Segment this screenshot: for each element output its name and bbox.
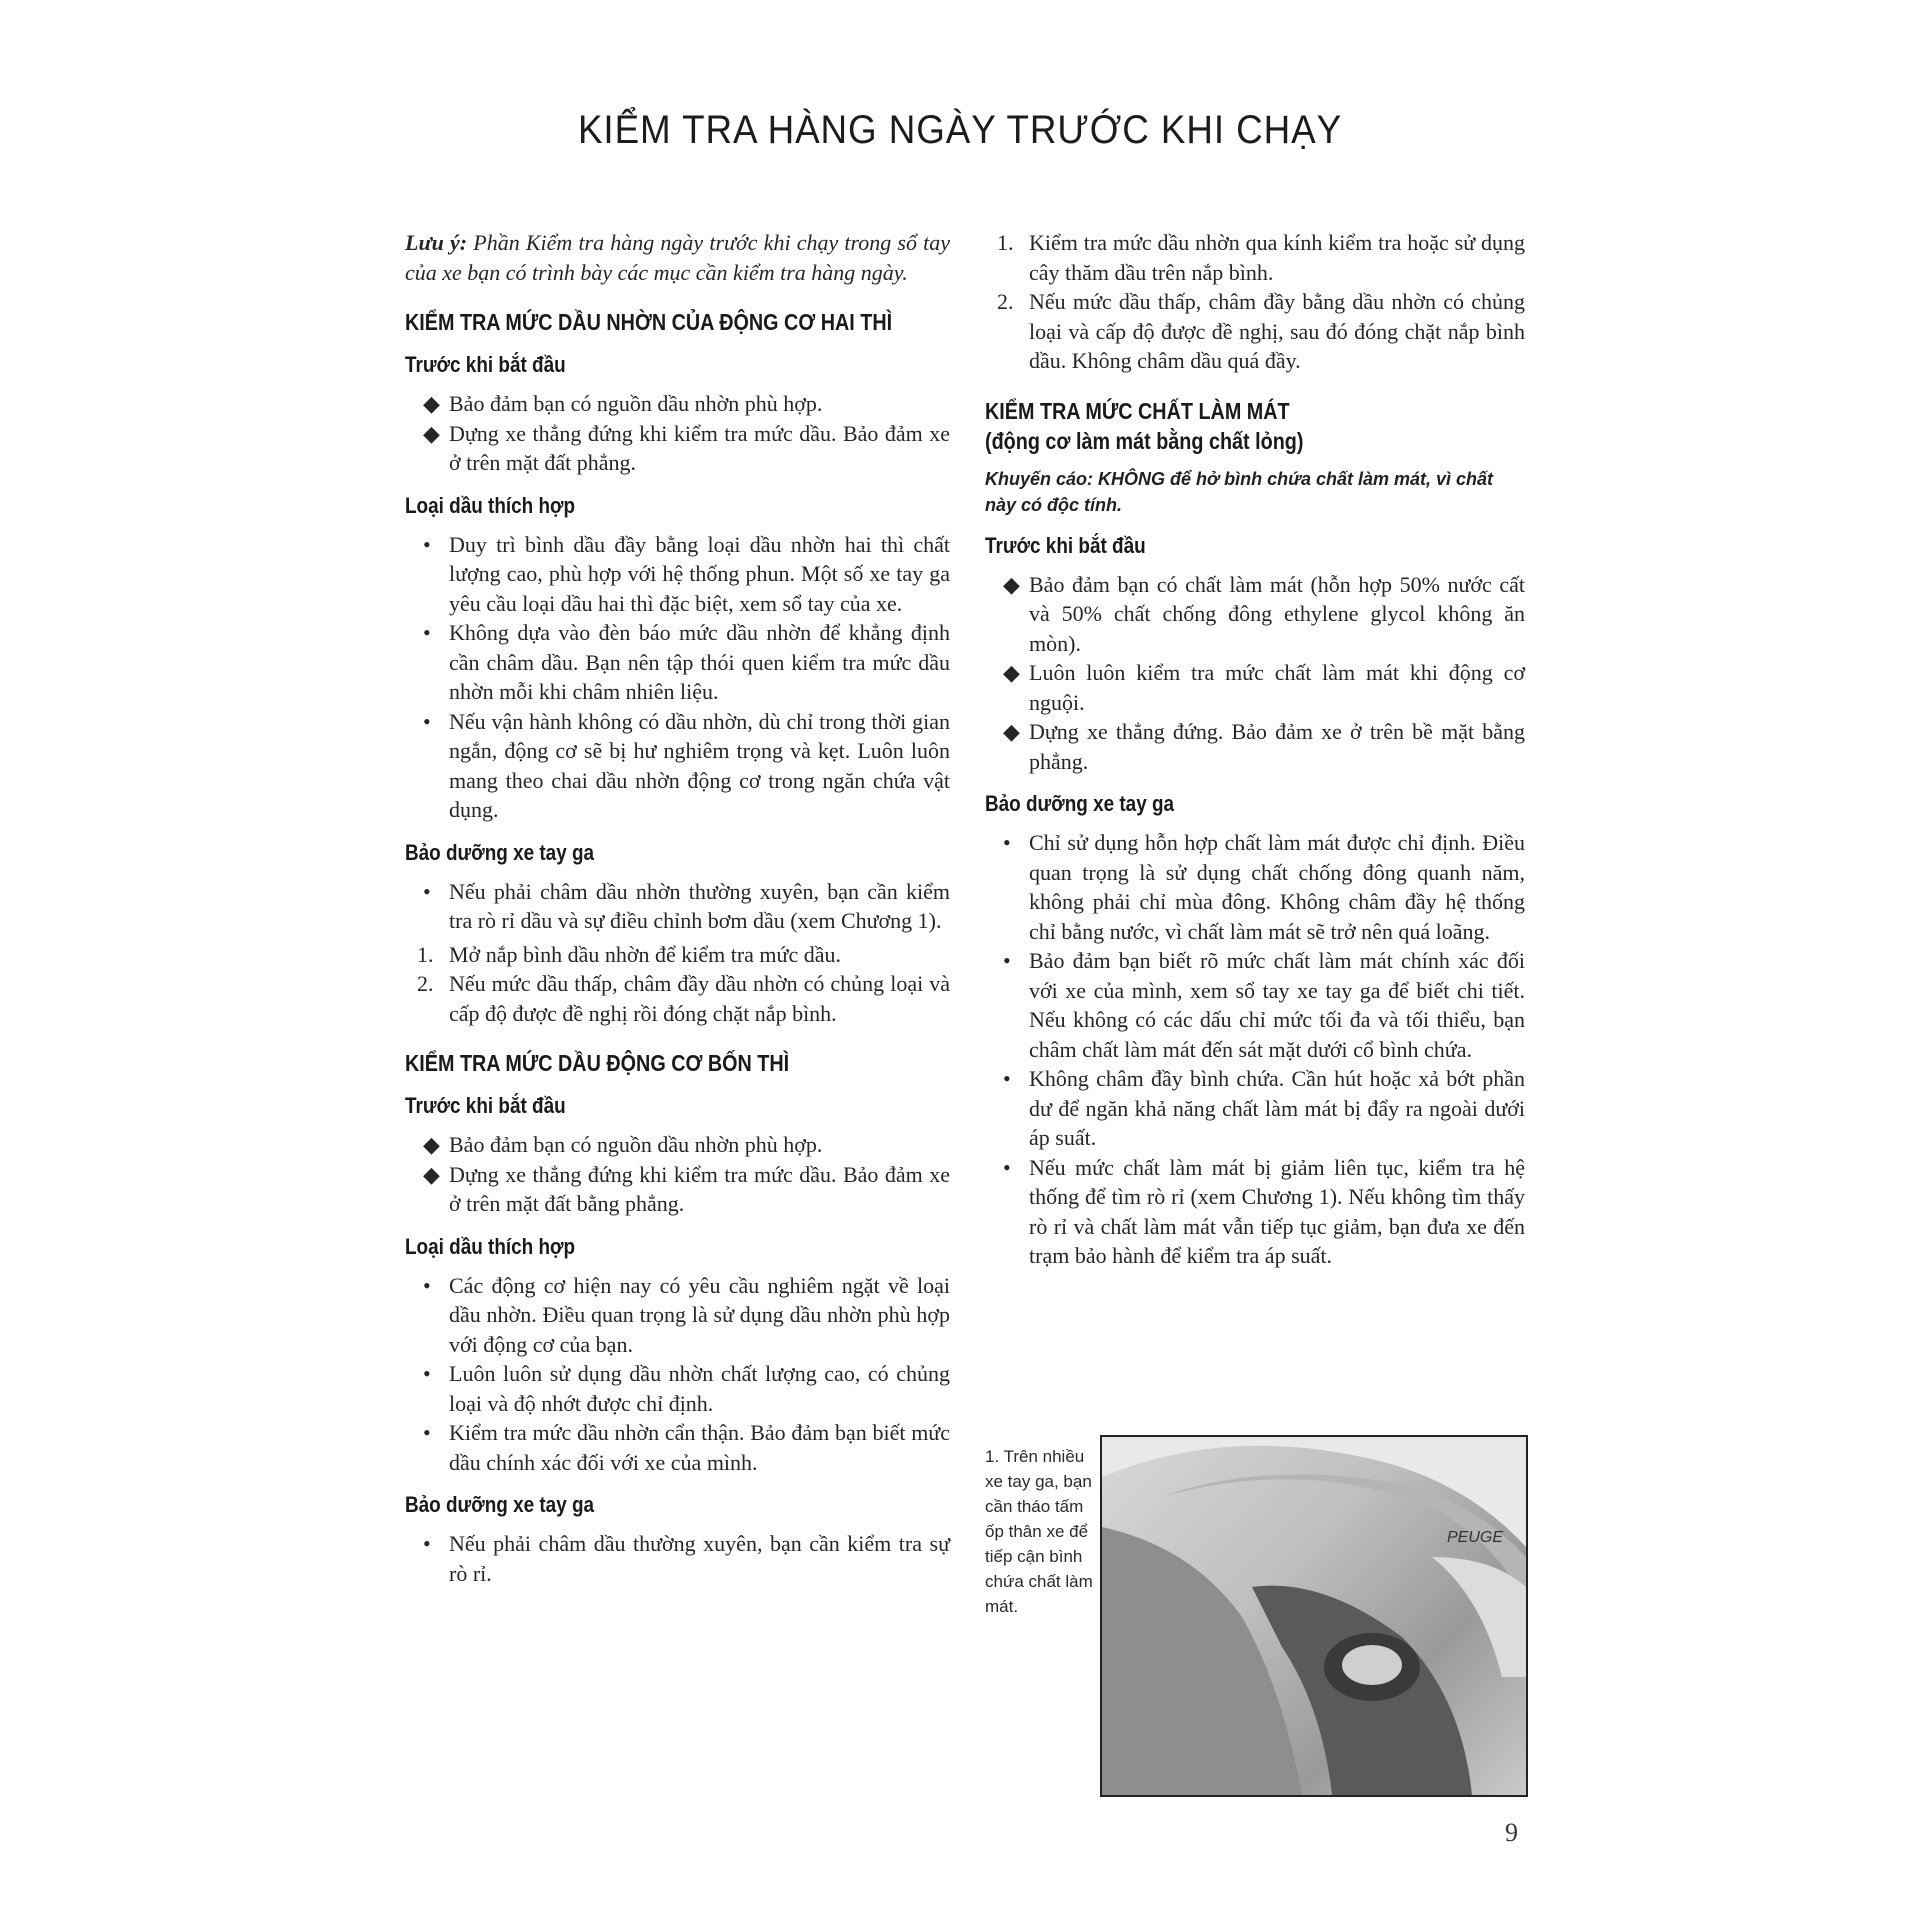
dot-bullet-icon: • [423,878,431,904]
list-item: • Nếu phải châm dầu thường xuyên, bạn cần kiểm tra sự rò rỉ. [423,1531,950,1586]
figure-caption: 1. Trên nhiều xe tay ga, bạn cần tháo tấm ốp thân xe để tiếp cận bình chứa chất làm mát. [985,1447,1093,1616]
list-item: • Các động cơ hiện nay có yêu cầu nghiêm ngặt về loại dầu nhờn. Điều quan trọng là sử dụng dầu nhờn phù hợp với động cơ của bạn. [423,1272,950,1357]
diamond-bullet-icon: ◆ [1003,571,1020,597]
scooter-photo-illustration [1102,1437,1526,1795]
dot-bullet-icon: • [423,620,431,645]
dot-bullet-icon: • [1003,830,1011,855]
bullet-list [405,530,950,825]
section-heading-coolant: KIỂM TRA MỨC CHẤT LÀM MÁT (động cơ làm mát bằng chất lỏng) [985,397,1304,454]
bullet-list [405,877,950,936]
subheading: Loại dầu thích hợp [405,492,576,518]
list-item: • Nếu vận hành không có dầu nhờn, dù chỉ trong thời gian ngắn, động cơ sẽ bị hư nghiêm trọng và kẹt. Luôn luôn mang theo chai dầu nhờn động cơ trong ngăn chứa vật dụng. [423,708,950,822]
dot-bullet-icon: • [423,1361,431,1386]
list-item: • Kiểm tra mức dầu nhờn cẩn thận. Bảo đảm bạn biết mức dầu chính xác đối với xe của mình. [423,1420,950,1475]
section-heading-four-stroke: KIỂM TRA MỨC DẦU ĐỘNG CƠ BỐN THÌ [405,1050,790,1076]
right-column [985,228,1525,1275]
dot-bullet-icon: • [423,1272,431,1298]
note-label: Lưu ý: [405,230,468,255]
page-number: 9 [1505,1818,1518,1847]
diamond-bullet-icon: ◆ [423,1161,440,1187]
numbered-list [985,228,1525,376]
section-heading-two-stroke: KIỂM TRA MỨC DẦU NHỜN CỦA ĐỘNG CƠ HAI THÌ [405,309,893,335]
list-item: ◆ Bảo đảm bạn có nguồn dầu nhờn phù hợp. [405,389,950,419]
dot-bullet-icon: • [1003,1154,1011,1180]
subheading: Loại dầu thích hợp [405,1233,576,1259]
scooter-photo [1100,1435,1528,1797]
dot-bullet-icon: • [1003,948,1011,973]
diamond-bullet-icon: ◆ [1003,719,1020,744]
subheading: Bảo dưỡng xe tay ga [405,839,595,865]
dot-bullet-icon: • [423,531,431,557]
note [405,228,950,287]
subheading: Trước khi bắt đầu [405,352,566,377]
subheading: Trước khi bắt đầu [405,1093,566,1118]
photo-brand-label: PEUGE [1447,1529,1504,1546]
page-title: KIỂM TRA HÀNG NGÀY TRƯỚC KHI CHẠY [577,108,1343,152]
list-item: ◆ Dựng xe thẳng đứng khi kiểm tra mức dầu. Bảo đảm xe ở trên mặt đất bằng phẳng. [423,1161,950,1216]
bullet-list [405,1529,950,1588]
diamond-bullet-icon: ◆ [423,420,440,446]
list-item: 1. Mở nắp bình dầu nhờn để kiểm tra mức dầu. [417,941,841,967]
list-item: ◆ Dựng xe thẳng đứng. Bảo đảm xe ở trên bề mặt bằng phẳng. [1003,719,1525,774]
diamond-bullet-icon: ◆ [423,391,440,416]
list-item: • Bảo đảm bạn biết rõ mức chất làm mát chính xác đối với xe của mình, xem sổ tay xe tay ga để biết chi tiết. Nếu không có các dấu chỉ mức tối đa và tối thiểu, bạn châm chất làm mát đến sát mặt dưới cổ bình chứa. [1003,948,1525,1062]
dot-bullet-icon: • [423,1420,431,1445]
dot-bullet-icon: • [423,1531,431,1556]
bullet-list [985,570,1525,777]
bullet-list [405,1271,950,1478]
list-item: • Chỉ sử dụng hỗn hợp chất làm mát được chỉ định. Điều quan trọng là sử dụng chất chống đông quanh năm, không phải chỉ mùa đông. Không châm đầy hệ thống chỉ bằng nước, vì chất làm mát sẽ trở nên quá loãng. [1003,830,1525,944]
dot-bullet-icon: • [423,708,431,734]
list-item: ◆ Dựng xe thẳng đứng khi kiểm tra mức dầu. Bảo đảm xe ở trên mặt đất phẳng. [423,420,950,475]
subheading: Trước khi bắt đầu [985,532,1146,558]
dot-bullet-icon: • [1003,1066,1011,1091]
list-item: 1. Kiểm tra mức dầu nhờn qua kính kiểm tra hoặc sử dụng cây thăm dầu trên nắp bình. [997,230,1525,285]
list-item: • Không châm đầy bình chứa. Cần hút hoặc xả bớt phần dư để ngăn khả năng chất làm mát bị đẩy ra ngoài dưới áp suất. [1003,1066,1525,1150]
list-item: ◆ Bảo đảm bạn có nguồn dầu nhờn phù hợp. [405,1130,950,1160]
note-text: Phần Kiểm tra hàng ngày trước khi chạy trong sổ tay của xe bạn có trình bày các mục cần kiểm tra hàng ngày. [405,230,950,285]
diamond-bullet-icon: ◆ [423,1132,440,1157]
list-item: • Duy trì bình dầu đầy bằng loại dầu nhờn hai thì chất lượng cao, phù hợp với hệ thống phun. Một số xe tay ga yêu cầu loại dầu hai thì đặc biệt, xem sổ tay của xe. [423,531,950,616]
list-item: ◆ Luôn luôn kiểm tra mức chất làm mát khi động cơ nguội. [1003,660,1525,715]
list-item: ◆ Bảo đảm bạn có chất làm mát (hỗn hợp 50% nước cất và 50% chất chống đông ethylene glycol không ăn mòn). [1003,571,1525,656]
diamond-bullet-icon: ◆ [1003,660,1020,685]
list-item: • Không dựa vào đèn báo mức dầu nhờn để khẳng định cần châm dầu. Bạn nên tập thói quen kiểm tra mức dầu nhờn mỗi khi châm nhiên liệu. [423,620,950,704]
numbered-list [405,940,950,1029]
bullet-list [985,828,1525,1271]
bullet-list [405,389,950,478]
list-item: • Nếu phải châm dầu nhờn thường xuyên, bạn cần kiểm tra rò rỉ dầu và sự điều chỉnh bơm dầu (xem Chương 1). [423,878,950,933]
list-item: 2. Nếu mức dầu thấp, châm đầy dầu nhờn có chủng loại và cấp độ được đề nghị rồi đóng chặt nắp bình. [417,971,950,1026]
subheading: Bảo dưỡng xe tay ga [985,791,1175,816]
list-item: • Luôn luôn sử dụng dầu nhờn chất lượng cao, có chủng loại và độ nhớt được chỉ định. [423,1361,950,1416]
warning-text: Khuyến cáo: KHÔNG để hở bình chứa chất làm mát, vì chất này có độc tính. [985,468,1494,515]
subheading: Bảo dưỡng xe tay ga [405,1492,595,1517]
list-item: • Nếu mức chất làm mát bị giảm liên tục, kiểm tra hệ thống để tìm rò rỉ (xem Chương 1). Nếu không tìm thấy rò rỉ và chất làm mát vẫn tiếp tục giảm, bạn đưa xe đến trạm bảo hành để kiểm tra áp suất. [1003,1154,1525,1268]
left-column [405,228,950,1592]
bullet-list [405,1130,950,1219]
list-item: 2. Nếu mức dầu thấp, châm đầy bằng dầu nhờn có chủng loại và cấp độ được đề nghị, sau đó đóng chặt nắp bình dầu. Không châm dầu quá đầy. [997,289,1525,373]
